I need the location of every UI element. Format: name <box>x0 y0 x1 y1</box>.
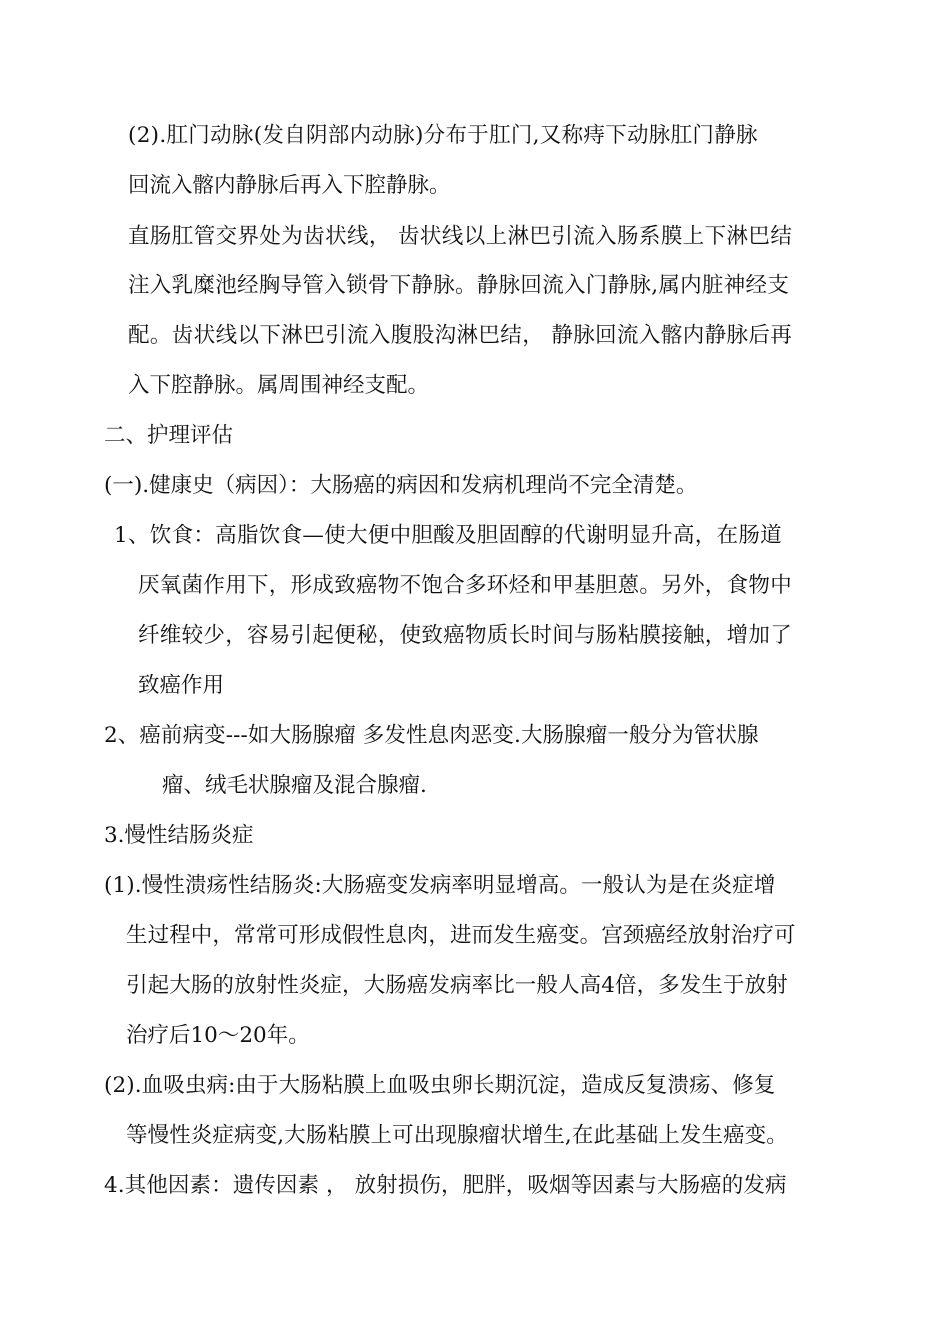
list-item: (2).血吸虫病:由于大肠粘膜上血吸虫卵长期沉淀，造成反复溃疡、修复 <box>104 1073 776 1098</box>
text-line: 致癌作用 <box>138 673 225 698</box>
text-line: 注入乳糜池经胸导管入锁骨下静脉。静脉回流入门静脉,属内脏神经支 <box>128 273 790 298</box>
section-heading: 二、护理评估 <box>104 423 234 448</box>
text-line: 回流入髂内静脉后再入下腔静脉。 <box>128 173 451 198</box>
text-line: 厌氧菌作用下，形成致癌物不饱合多环烃和甲基胆蒽。另外，食物中 <box>138 573 793 598</box>
text-line: 生过程中，常常可形成假性息肉，进而发生癌变。宫颈癌经放射治疗可 <box>126 923 796 948</box>
subsection-heading: 3.慢性结肠炎症 <box>104 823 254 848</box>
subsection-heading: (一).健康史（病因）：大肠癌的病因和发病机理尚不完全清楚。 <box>104 473 698 498</box>
text-line: 直肠肛管交界处为齿状线， 齿状线以上淋巴引流入肠系膜上下淋巴结 <box>128 224 793 249</box>
text-line: (2).肛门动脉(发自阴部内动脉)分布于肛门,又称痔下动脉肛门静脉 <box>128 123 758 148</box>
list-item: 4.其他因素：遗传因素 ， 放射损伤，肥胖，吸烟等因素与大肠癌的发病 <box>104 1173 787 1198</box>
text-line: 配。齿状线以下淋巴引流入腹股沟淋巴结， 静脉回流入髂内静脉后再 <box>128 323 793 348</box>
list-item: 1、饮食：高脂饮食—使大便中胆酸及胆固醇的代谢明显升高，在肠道 <box>114 523 782 548</box>
list-item: 2、癌前病变---如大肠腺瘤 多发性息肉恶变.大肠腺瘤一般分为管状腺 <box>104 723 759 748</box>
text-line: 等慢性炎症病变,大肠粘膜上可出现腺瘤状增生,在此基础上发生癌变。 <box>126 1123 788 1148</box>
text-line: 入下腔静脉。属周围神经支配。 <box>128 373 430 398</box>
text-line: 引起大肠的放射性炎症，大肠癌发病率比一般人高4倍，多发生于放射 <box>126 973 788 998</box>
text-line: 治疗后10～20年。 <box>126 1023 310 1048</box>
text-line: 纤维较少，容易引起便秘，使致癌物质长时间与肠粘膜接触，增加了 <box>138 623 793 648</box>
text-line: 瘤、绒毛状腺瘤及混合腺瘤. <box>162 773 427 798</box>
list-item: (1).慢性溃疡性结肠炎:大肠癌变发病率明显增高。一般认为是在炎症增 <box>104 873 776 898</box>
